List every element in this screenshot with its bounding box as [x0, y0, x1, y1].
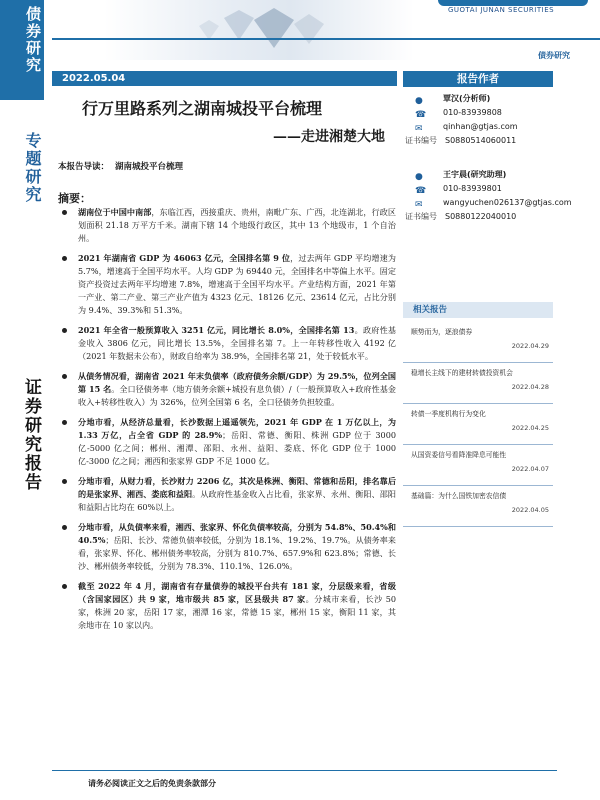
person-icon: ●	[415, 172, 423, 182]
abstract-point: 2021 年全省一般预算收入 3251 亿元，同比增长 8.0%，全国排名第 13。政府性基金收入 3806 亿元，同比增长 13.5%，全国排名第 7。上一年转移性收入 4192 亿（2021 年数据未公布），财政自给率为 38.9%，全国排名第 21，处于较低水平。	[62, 324, 396, 363]
reg-label: 证书编号	[405, 212, 437, 221]
abstract-heading: 摘要：	[58, 192, 91, 205]
abstract-point: 2021 年湖南省 GDP 为 46063 亿元，全国排名第 9 位，过去两年 GDP 平均增速为 5.7%，增速高于全国平均水平。人均 GDP 为 69440 元，全国排名中等偏上水平。固定资产投资过去两年平均增速 7.8%，增速高于全国平均水平。产业结构方面，2021 年第一产业、第二产业、第三产业产值为 4323 亿元、18126 亿元、23614 亿元，占比分别为 9.4%、39.3%和 51.3%。	[62, 252, 396, 317]
related-report-item[interactable]	[403, 404, 553, 445]
sidebar-type-label: 专题研究	[23, 132, 42, 204]
related-report-item[interactable]	[403, 322, 553, 363]
related-report-date: 2022.04.05	[511, 506, 549, 514]
author-card	[405, 92, 565, 148]
related-reports-heading: 相关报告	[403, 302, 553, 318]
related-report-item[interactable]	[403, 445, 553, 486]
related-report-date: 2022.04.28	[511, 383, 549, 391]
author-card	[405, 168, 572, 224]
author-phone: 010-83939801	[443, 184, 502, 193]
related-report-date: 2022.04.25	[511, 424, 549, 432]
person-icon: ●	[415, 96, 423, 106]
abstract-list	[62, 206, 396, 639]
related-report-date: 2022.04.29	[511, 342, 549, 350]
related-report-title[interactable]: 转债一季度机构行为变化	[411, 410, 486, 418]
abstract-point: 从债务情况看，湖南省 2021 年末负债率（政府债务余额/GDP）为 29.5%，位列全国第 15 名。全口径债务率（地方债务余额+城投有息负债）/（一般预算收入+政府性基金收入+转移性收入）为 326%，位列全国第 6 名，全口径债务负担较重。	[62, 370, 396, 409]
footer-disclaimer: 请务必阅读正文之后的免责条款部分	[88, 778, 216, 788]
diamond-decoration-icon	[104, 0, 414, 60]
phone-icon: ☎	[415, 110, 427, 120]
reg-label: 证书编号	[405, 136, 437, 145]
related-reports-list	[403, 322, 553, 527]
related-report-title[interactable]: 稳增长主线下的建材转债投资机会	[411, 369, 513, 377]
related-report-date: 2022.04.07	[511, 465, 549, 473]
author-email[interactable]: wangyuchen026137@gtjas.com	[443, 198, 572, 207]
report-subtitle: ——走进湘楚大地	[273, 129, 385, 145]
report-guide	[58, 160, 183, 172]
report-date: 2022.05.04	[62, 73, 126, 84]
guide-value: 湖南城投平台梳理	[115, 162, 184, 172]
footer-divider	[52, 770, 557, 771]
authors-heading: 报告作者	[403, 71, 553, 87]
abstract-point: 分地市看，从负债率来看，湘西、张家界、怀化负债率较高，分别为 54.8%、50.4%和 40.5%；岳阳、长沙、常德负债率较低，分别为 18.1%、19.2%、19.7%。从债务率来看，张家界、怀化、郴州债务率较高，分别为 810.7%、657.9%和 623.8%；常德、长沙、郴州债务率较低，分别为 78.3%、110.1%、126.0%。	[62, 521, 396, 573]
related-report-item[interactable]	[403, 486, 553, 527]
author-phone: 010-83939808	[443, 108, 502, 117]
header-banner-image	[104, 0, 414, 60]
company-logo	[432, 0, 592, 22]
page-header	[44, 0, 600, 62]
related-report-title[interactable]: 基础篇：为什么国铁加密农信债	[411, 492, 507, 500]
phone-icon: ☎	[415, 186, 427, 196]
header-divider	[52, 38, 600, 40]
author-reg-number: S0880514060011	[445, 136, 517, 145]
header-category: 债券研究	[538, 51, 570, 60]
related-report-title[interactable]: 顺势而为，逐浪债券	[411, 328, 473, 336]
related-report-item[interactable]	[403, 363, 553, 404]
guide-label: 本报告导读：	[58, 162, 110, 172]
report-title: 行万里路系列之湖南城投平台梳理	[82, 99, 323, 118]
abstract-point: 湖南位于中国中南部，东临江西，西接重庆、贵州，南毗广东、广西，北连湖北，行政区划面积 21.18 万平方千米。湖南下辖 14 个地级行政区，其中 13 个地级市，1 个自治州。	[62, 206, 396, 245]
abstract-point: 截至 2022 年 4 月，湖南省有存量债券的城投平台共有 181 家，分层级来看，省级（含国家园区）共 9 家，地市级共 85 家，区县级共 87 家。分城市来看，长沙 50 家，株洲 20 家，岳阳 17 家，湘潭 16 家，常德 15 家，郴州 15 家，衡阳 11 家，其余地市在 10 家以内。	[62, 580, 396, 632]
author-email[interactable]: qinhan@gtjas.com	[443, 122, 518, 131]
date-bar	[52, 71, 397, 86]
abstract-point: 分地市看，从财力看，长沙财力 2206 亿，其次是株洲、衡阳、常德和岳阳，排名靠后的是张家界、湘西、娄底和益阳。从政府性基金收入占比看，张家界、永州、衡阳、邵阳和益阳占比均在 60%以上。	[62, 475, 396, 514]
abstract-point: 分地市看，从经济总量看，长沙数据上遥遥领先，2021 年 GDP 在 1 万亿以上，为 1.33 万亿，占全省 GDP 的 28.9%；岳阳、常德、衡阳、株洲 GDP 位于 3000 亿-5000 亿之间；郴州、湘潭、邵阳、永州、益阳、娄底、怀化 GDP 位于 1000 亿-3000 亿之间；湘西和张家界 GDP 不足 1000 亿。	[62, 416, 396, 468]
left-sidebar	[0, 0, 44, 800]
author-reg-number: S0880122040010	[445, 212, 517, 221]
logo-text: GUOTAI JUNAN SECURITIES	[448, 6, 555, 14]
related-report-title[interactable]: 从国资委信号看降准降息可能性	[411, 451, 507, 459]
sidebar-category-label: 债券研究	[24, 6, 42, 74]
author-name: 王宇晨(研究助理)	[443, 170, 507, 179]
email-icon: ✉	[415, 124, 423, 134]
sidebar-report-label: 证券研究报告	[21, 378, 41, 492]
email-icon: ✉	[415, 200, 423, 210]
author-name: 覃汉(分析师)	[443, 94, 491, 103]
